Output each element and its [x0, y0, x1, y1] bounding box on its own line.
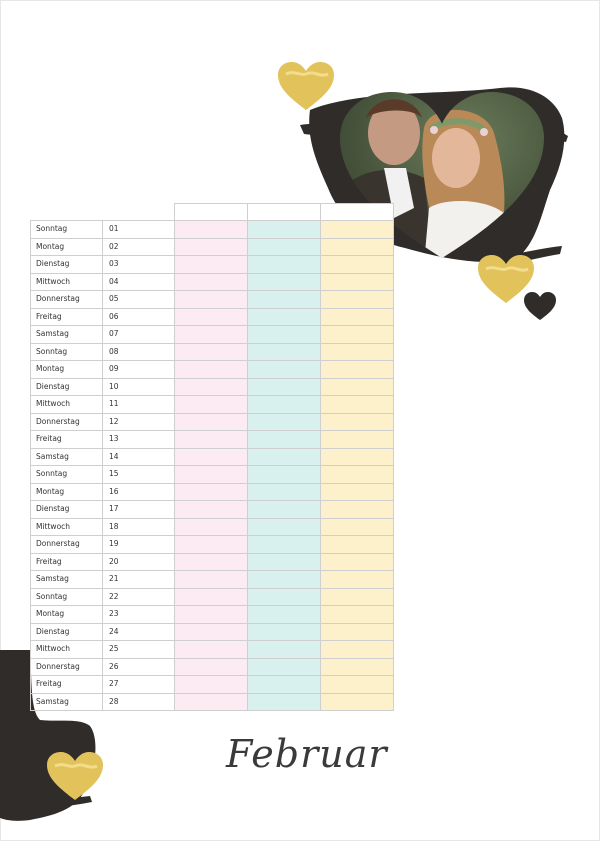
calendar-row — [31, 413, 394, 431]
date-cell: 27 — [103, 676, 175, 694]
entry-cell-3[interactable] — [321, 273, 394, 291]
entry-cell-3[interactable] — [321, 676, 394, 694]
entry-cell-1[interactable] — [175, 641, 248, 659]
entry-cell-3[interactable] — [321, 571, 394, 589]
entry-cell-3[interactable] — [321, 326, 394, 344]
date-cell: 04 — [103, 273, 175, 291]
date-cell: 18 — [103, 518, 175, 536]
column-header-3[interactable] — [321, 204, 394, 221]
weekday-cell: Donnerstag — [31, 413, 103, 431]
entry-cell-2[interactable] — [248, 536, 321, 554]
entry-cell-3[interactable] — [321, 396, 394, 414]
weekday-cell: Sonntag — [31, 466, 103, 484]
weekday-cell: Montag — [31, 238, 103, 256]
entry-cell-3[interactable] — [321, 378, 394, 396]
entry-cell-3[interactable] — [321, 606, 394, 624]
calendar-row — [31, 396, 394, 414]
weekday-cell: Freitag — [31, 308, 103, 326]
weekday-cell: Donnerstag — [31, 658, 103, 676]
entry-cell-3[interactable] — [321, 641, 394, 659]
calendar-row — [31, 693, 394, 711]
entry-cell-2[interactable] — [248, 553, 321, 571]
calendar-row — [31, 571, 394, 589]
entry-cell-2[interactable] — [248, 256, 321, 274]
weekday-cell: Dienstag — [31, 623, 103, 641]
calendar-row — [31, 431, 394, 449]
weekday-cell: Mittwoch — [31, 641, 103, 659]
gold-heart-icon — [45, 750, 105, 802]
weekday-cell: Freitag — [31, 553, 103, 571]
entry-cell-1[interactable] — [175, 326, 248, 344]
date-cell: 05 — [103, 291, 175, 309]
calendar-row — [31, 518, 394, 536]
weekday-cell: Donnerstag — [31, 536, 103, 554]
gold-heart-icon — [276, 60, 336, 112]
entry-cell-3[interactable] — [321, 431, 394, 449]
weekday-cell: Mittwoch — [31, 396, 103, 414]
calendar-row — [31, 658, 394, 676]
date-cell: 17 — [103, 501, 175, 519]
entry-cell-2[interactable] — [248, 448, 321, 466]
calendar-row — [31, 221, 394, 239]
entry-cell-3[interactable] — [321, 466, 394, 484]
header-blank-cell — [103, 204, 175, 221]
entry-cell-2[interactable] — [248, 518, 321, 536]
date-cell: 07 — [103, 326, 175, 344]
entry-cell-1[interactable] — [175, 273, 248, 291]
entry-cell-2[interactable] — [248, 606, 321, 624]
calendar-row — [31, 553, 394, 571]
entry-cell-3[interactable] — [321, 483, 394, 501]
entry-cell-3[interactable] — [321, 291, 394, 309]
entry-cell-3[interactable] — [321, 658, 394, 676]
calendar-row — [31, 326, 394, 344]
weekday-cell: Mittwoch — [31, 273, 103, 291]
date-cell: 14 — [103, 448, 175, 466]
entry-cell-3[interactable] — [321, 448, 394, 466]
date-cell: 24 — [103, 623, 175, 641]
calendar-row — [31, 308, 394, 326]
entry-cell-2[interactable] — [248, 483, 321, 501]
entry-cell-2[interactable] — [248, 623, 321, 641]
entry-cell-2[interactable] — [248, 641, 321, 659]
entry-cell-1[interactable] — [175, 431, 248, 449]
date-cell: 03 — [103, 256, 175, 274]
entry-cell-3[interactable] — [321, 588, 394, 606]
entry-cell-3[interactable] — [321, 256, 394, 274]
calendar-row — [31, 588, 394, 606]
entry-cell-3[interactable] — [321, 413, 394, 431]
entry-cell-1[interactable] — [175, 291, 248, 309]
entry-cell-1[interactable] — [175, 413, 248, 431]
entry-cell-1[interactable] — [175, 676, 248, 694]
calendar-row — [31, 291, 394, 309]
entry-cell-3[interactable] — [321, 536, 394, 554]
weekday-cell: Donnerstag — [31, 291, 103, 309]
weekday-cell: Dienstag — [31, 378, 103, 396]
entry-cell-1[interactable] — [175, 466, 248, 484]
weekday-cell: Montag — [31, 361, 103, 379]
entry-cell-2[interactable] — [248, 588, 321, 606]
entry-cell-1[interactable] — [175, 221, 248, 239]
calendar-row — [31, 641, 394, 659]
calendar-row — [31, 378, 394, 396]
entry-cell-2[interactable] — [248, 308, 321, 326]
entry-cell-2[interactable] — [248, 571, 321, 589]
entry-cell-2[interactable] — [248, 693, 321, 711]
entry-cell-2[interactable] — [248, 431, 321, 449]
entry-cell-3[interactable] — [321, 308, 394, 326]
date-cell: 06 — [103, 308, 175, 326]
calendar-row — [31, 501, 394, 519]
entry-cell-1[interactable] — [175, 588, 248, 606]
entry-cell-2[interactable] — [248, 658, 321, 676]
entry-cell-3[interactable] — [321, 553, 394, 571]
weekday-cell: Sonntag — [31, 588, 103, 606]
entry-cell-1[interactable] — [175, 606, 248, 624]
entry-cell-2[interactable] — [248, 343, 321, 361]
calendar-table — [30, 203, 394, 711]
entry-cell-3[interactable] — [321, 501, 394, 519]
entry-cell-3[interactable] — [321, 238, 394, 256]
weekday-cell: Sonntag — [31, 221, 103, 239]
entry-cell-1[interactable] — [175, 256, 248, 274]
entry-cell-1[interactable] — [175, 658, 248, 676]
calendar-row — [31, 361, 394, 379]
weekday-cell: Dienstag — [31, 256, 103, 274]
date-cell: 28 — [103, 693, 175, 711]
date-cell: 23 — [103, 606, 175, 624]
weekday-cell: Samstag — [31, 693, 103, 711]
weekday-cell: Mittwoch — [31, 518, 103, 536]
calendar-row — [31, 606, 394, 624]
month-title: Februar — [226, 732, 388, 776]
column-header-1[interactable] — [175, 204, 248, 221]
entry-cell-2[interactable] — [248, 413, 321, 431]
weekday-cell: Samstag — [31, 448, 103, 466]
date-cell: 09 — [103, 361, 175, 379]
column-header-row — [31, 204, 394, 221]
entry-cell-2[interactable] — [248, 273, 321, 291]
calendar-row — [31, 536, 394, 554]
entry-cell-2[interactable] — [248, 676, 321, 694]
calendar-row — [31, 676, 394, 694]
entry-cell-2[interactable] — [248, 501, 321, 519]
entry-cell-1[interactable] — [175, 693, 248, 711]
date-cell: 26 — [103, 658, 175, 676]
weekday-cell: Samstag — [31, 326, 103, 344]
weekday-cell: Freitag — [31, 676, 103, 694]
entry-cell-3[interactable] — [321, 693, 394, 711]
entry-cell-1[interactable] — [175, 518, 248, 536]
header-blank-cell — [31, 204, 103, 221]
entry-cell-1[interactable] — [175, 501, 248, 519]
entry-cell-1[interactable] — [175, 571, 248, 589]
weekday-cell: Freitag — [31, 431, 103, 449]
date-cell: 21 — [103, 571, 175, 589]
weekday-cell: Samstag — [31, 571, 103, 589]
entry-cell-2[interactable] — [248, 396, 321, 414]
date-cell: 12 — [103, 413, 175, 431]
entry-cell-1[interactable] — [175, 238, 248, 256]
calendar-row — [31, 273, 394, 291]
entry-cell-1[interactable] — [175, 378, 248, 396]
entry-cell-1[interactable] — [175, 396, 248, 414]
entry-cell-3[interactable] — [321, 518, 394, 536]
column-header-2[interactable] — [248, 204, 321, 221]
entry-cell-3[interactable] — [321, 361, 394, 379]
entry-cell-2[interactable] — [248, 221, 321, 239]
date-cell: 08 — [103, 343, 175, 361]
entry-cell-1[interactable] — [175, 343, 248, 361]
entry-cell-2[interactable] — [248, 238, 321, 256]
calendar-row — [31, 256, 394, 274]
date-cell: 20 — [103, 553, 175, 571]
calendar-row — [31, 483, 394, 501]
date-cell: 13 — [103, 431, 175, 449]
date-cell: 19 — [103, 536, 175, 554]
entry-cell-3[interactable] — [321, 343, 394, 361]
date-cell: 15 — [103, 466, 175, 484]
entry-cell-1[interactable] — [175, 361, 248, 379]
entry-cell-2[interactable] — [248, 361, 321, 379]
entry-cell-1[interactable] — [175, 448, 248, 466]
calendar-row — [31, 448, 394, 466]
calendar-row — [31, 238, 394, 256]
entry-cell-3[interactable] — [321, 623, 394, 641]
weekday-cell: Montag — [31, 483, 103, 501]
entry-cell-2[interactable] — [248, 291, 321, 309]
entry-cell-1[interactable] — [175, 623, 248, 641]
date-cell: 22 — [103, 588, 175, 606]
entry-cell-2[interactable] — [248, 378, 321, 396]
date-cell: 11 — [103, 396, 175, 414]
entry-cell-1[interactable] — [175, 536, 248, 554]
date-cell: 10 — [103, 378, 175, 396]
entry-cell-1[interactable] — [175, 553, 248, 571]
calendar-row — [31, 343, 394, 361]
date-cell: 01 — [103, 221, 175, 239]
calendar-row — [31, 466, 394, 484]
calendar-row — [31, 623, 394, 641]
date-cell: 16 — [103, 483, 175, 501]
weekday-cell: Montag — [31, 606, 103, 624]
date-cell: 02 — [103, 238, 175, 256]
date-cell: 25 — [103, 641, 175, 659]
entry-cell-2[interactable] — [248, 466, 321, 484]
entry-cell-2[interactable] — [248, 326, 321, 344]
entry-cell-3[interactable] — [321, 221, 394, 239]
entry-cell-1[interactable] — [175, 308, 248, 326]
weekday-cell: Dienstag — [31, 501, 103, 519]
entry-cell-1[interactable] — [175, 483, 248, 501]
dark-heart-icon — [522, 290, 558, 322]
weekday-cell: Sonntag — [31, 343, 103, 361]
